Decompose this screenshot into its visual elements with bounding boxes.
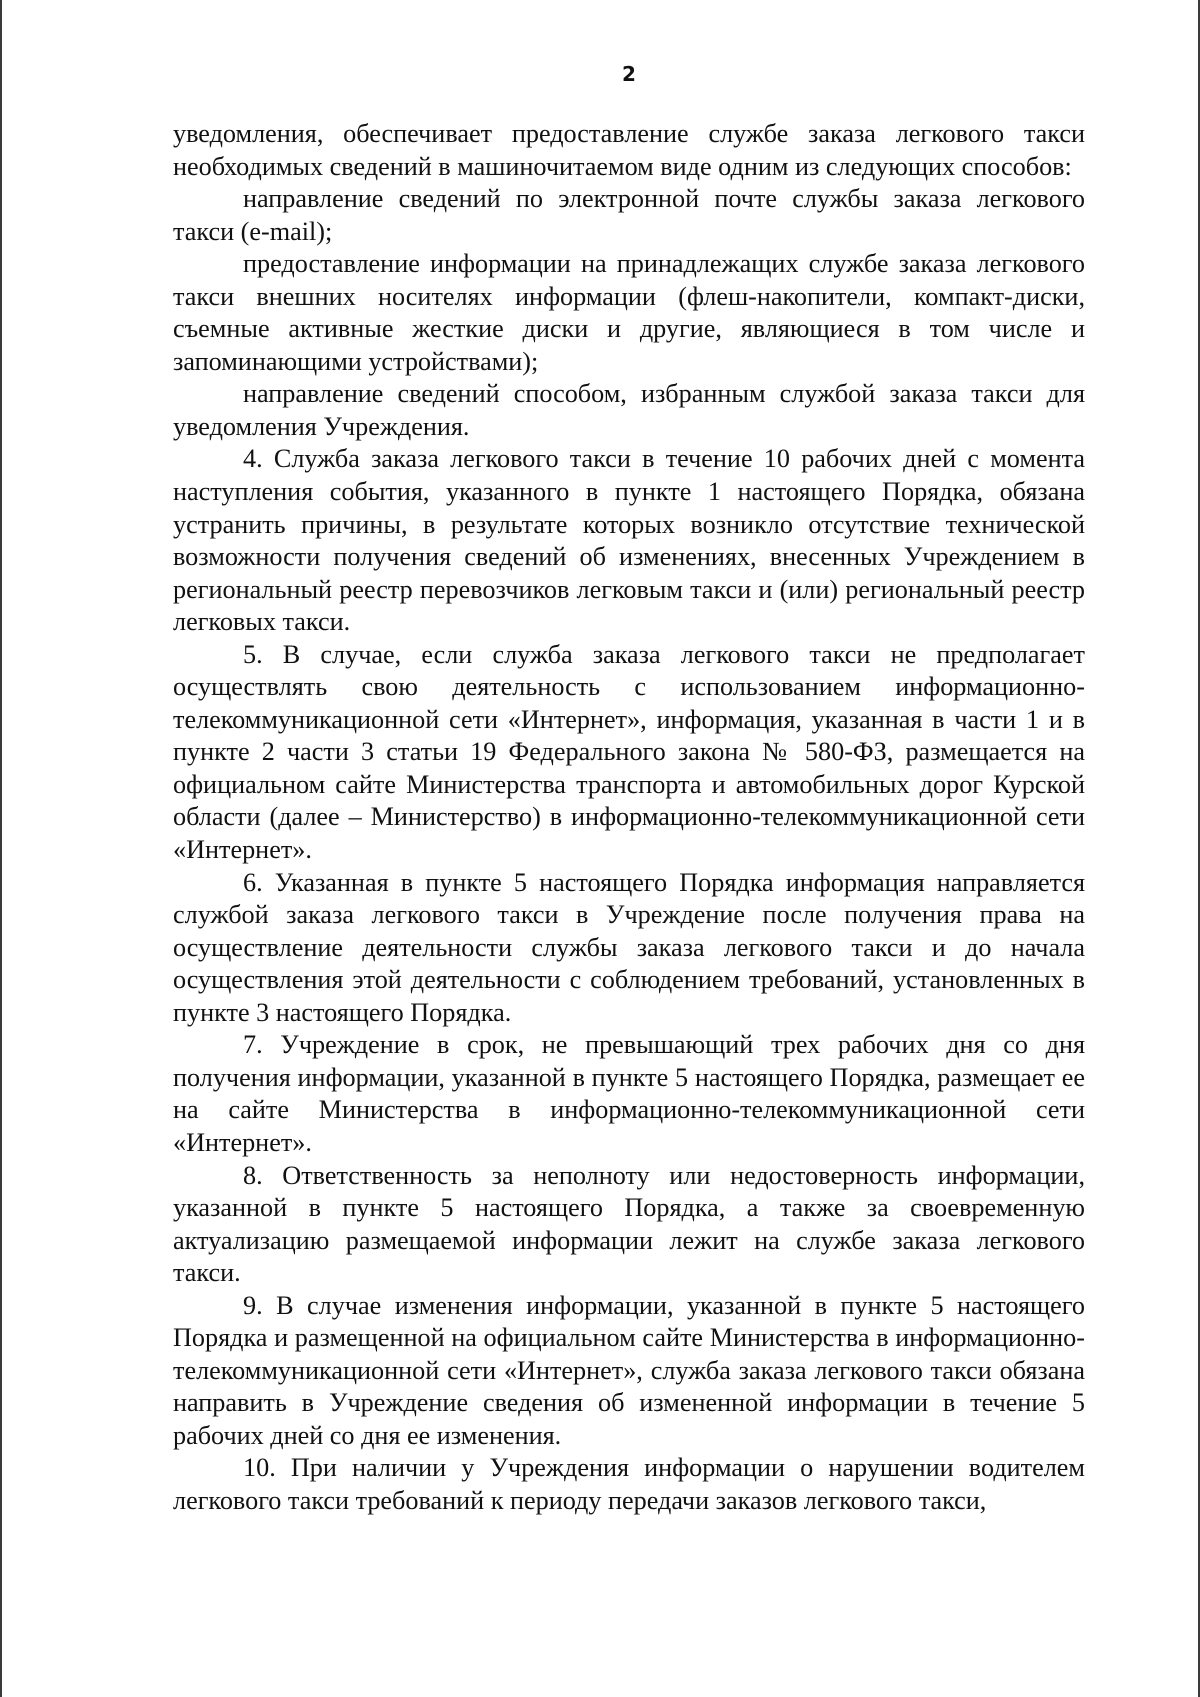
page-number: 2 — [622, 62, 636, 86]
paragraph-other-option: направление сведений способом, избранным службой заказа такси для уведомления Учреждения. — [173, 379, 1085, 441]
paragraph-item-9: 9. В случае изменения информации, указанной в пункте 5 настоящего Порядка и размещенной на официальном сайте Министерства в информационно-телекоммуникационной сети «Интернет», служба заказа легкового такси обязана направить в Учреждение сведения об измененной информации в течение 5 рабочих дней со дня ее изменения. — [173, 1290, 1085, 1450]
paragraph-item-5: 5. В случае, если служба заказа легкового такси не предполагает осуществлять свою деятельность с использованием информационно-телекоммуникационной сети «Интернет», информация, указанная в части 1 и в пункте 2 части 3 статьи 19 Федерального закона № 580-ФЗ, размещается на официальном сайте Министерства транспорта и автомобильных дорог Курской области (далее – Министерство) в информационно-телекоммуникационной сети «Интернет». — [173, 639, 1085, 865]
paragraph-item-4: 4. Служба заказа легкового такси в течение 10 рабочих дней с момента наступления события, указанного в пункте 1 настоящего Порядка, обязана устранить причины, в результате которых возникло отсутствие технической возможности получения сведений об изменениях, внесенных Учреждением в региональный реестр перевозчиков легковым такси и (или) региональный реестр легковых такси. — [173, 444, 1085, 637]
paragraph-item-7: 7. Учреждение в срок, не превышающий трех рабочих дня со дня получения информации, указанной в пункте 5 настоящего Порядка, размещает ее на сайте Министерства в информационно-телекоммуникационной сети «Интернет». — [173, 1030, 1085, 1157]
paragraph-item-10: 10. При наличии у Учреждения информации о нарушении водителем легкового такси требований к периоду передачи заказов легкового такси, — [173, 1453, 1085, 1515]
paragraph-email-option: направление сведений по электронной почте службы заказа легкового такси (e-mail); — [173, 184, 1085, 246]
paragraph-media-option: предоставление информации на принадлежащих службе заказа легкового такси внешних носителях информации (флеш-накопители, компакт-диски, съемные активные жесткие диски и другие, являющиеся в том числе и запоминающими устройствами); — [173, 249, 1085, 376]
paragraph-continuation: уведомления, обеспечивает предоставление службе заказа легкового такси необходимых сведений в машиночитаемом виде одним из следующих способов: — [173, 119, 1085, 181]
paragraph-item-6: 6. Указанная в пункте 5 настоящего Порядка информация направляется службой заказа легкового такси в Учреждение после получения права на осуществление деятельности службы заказа легкового такси и до начала осуществления этой деятельности с соблюдением требований, установленных в пункте 3 настоящего Порядка. — [173, 867, 1085, 1027]
document-body — [173, 118, 1085, 1518]
paragraph-item-8: 8. Ответственность за неполноту или недостоверность информации, указанной в пункте 5 настоящего Порядка, а также за своевременную актуализацию размещаемой информации лежит на службе заказа легкового такси. — [173, 1160, 1085, 1288]
scan-edge-left — [0, 0, 2, 1697]
